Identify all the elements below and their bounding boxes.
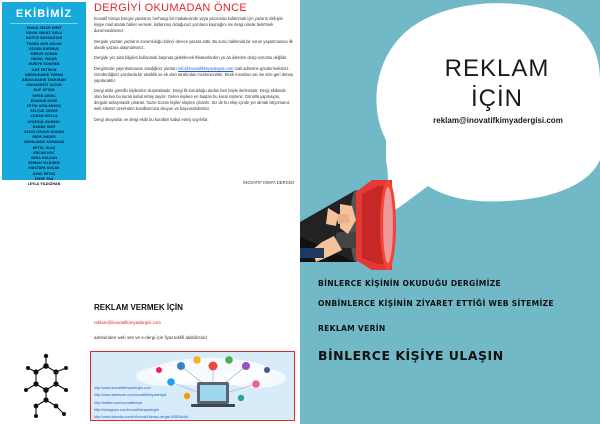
team-member: ABDÜLKADİR TAŞKIRAN: [22, 78, 66, 83]
team-member: ERCAN KOÇ: [33, 150, 55, 155]
notice-paragraph: Dergi ekibi gönüllü kişilerden oluşmaktadır. Dergi ilk kurulduğu andan beri böyle ilerlemiştir. Dergi ekibinde olan herkes bu kuralı kabul etmiş sayılır. Gelen kişilere en baştan bu kural söylenir. Gönüllü yapmayan, dergide anlaşmadık çıkaran, huzur bozan kişiler ekipten çıkarılır. Siz de bu ekip içinde yer almak istiyorsanız web sitemiz üzerinden kurallarımıza okuyun ve başvurabilirsiniz.: [94, 88, 290, 111]
molecule-icon: [18, 352, 74, 420]
team-member: ÖZGEN DURMUŞ: [28, 46, 60, 51]
team-member: HATİCE BAYRAKTAR: [25, 36, 63, 41]
notice-text: Dergimizde yayınlanmasını istediğiniz yazıları: [94, 65, 178, 71]
notice-paragraph: Dergi okuyanlar ve dergi ekibi bu kuralları kabul etmiş sayılırlar.: [94, 116, 209, 122]
team-member: ÖMER ARDIÇ: [32, 93, 56, 98]
promo-line-cta: REKLAM VERİN: [318, 324, 386, 333]
notice-body: [94, 16, 294, 127]
team-column: [0, 0, 88, 424]
reklam-email[interactable]: reklam@inovatifkimyadergisi.com: [433, 116, 563, 125]
team-member: AYŞEGÜL KANBUL: [27, 119, 61, 124]
team-member: EDANUR KÖSE: [30, 98, 58, 103]
team-member: SELÇUK ÇEKER: [30, 109, 58, 114]
team-divider: [10, 23, 78, 24]
team-member: İREM ÖNDER: [32, 135, 56, 140]
team-member: SALİH ÖZGÜR DOĞAN: [24, 130, 64, 135]
notice-title: DERGİYİ OKUMADAN ÖNCE: [94, 2, 247, 14]
team-title: EKİBİMİZ: [15, 8, 73, 20]
team-member: ELİF AYTAN: [33, 88, 55, 93]
ad-email-link[interactable]: reklam@inovatifkimyadergisi.com: [94, 320, 162, 325]
magazine-signature: İNOVATİF KİMYA DERGİSİ: [243, 180, 294, 185]
team-member: EMRAH YILDIRIM: [28, 161, 60, 166]
team-member: İLYAS ERTAŞ: [32, 171, 56, 176]
promo-line-readers: BİNLERCE KİŞİNİN OKUDUĞU DERGİMİZE: [318, 279, 501, 288]
team-member: EMRE TAŞ: [34, 176, 54, 181]
team-member: YAVUZ SELİM EMET: [26, 26, 62, 30]
team-member: BETÜL ULAŞ: [32, 145, 56, 150]
team-member: HURİYE GÖKMEN: [28, 62, 60, 67]
team-member: FETHİ ARSLANKOÇ: [26, 104, 62, 109]
notice-paragraph: Dergide yazılan yazıların sorumluluğu birinci derece yazara aittir. Bu konu hakkında bir sorun yaşanmasına ilk olarak yazara ulaşmalısınız.: [94, 38, 293, 50]
team-member-list: [2, 26, 86, 187]
team-member: MUHAMMET ALTUN: [26, 83, 62, 88]
team-member: HANDE İNCE: [32, 124, 56, 129]
reklam-heading-line2: İÇİN: [471, 85, 523, 112]
team-member: ABDÜLBAKİ KARAKAŞ: [23, 140, 65, 145]
promo-line-reach: BİNLERCE KİŞİYE ULAŞIN: [318, 348, 504, 363]
notice-paragraph: İnovatif Kimya Dergisi yazılarını herhangi bir makalesinde veya yazısında kullanmak için yazarın ekibiyle kişiye mail atarak haber vermek, kullanmış olduğunuz yazıların kaynağını ise dergi olarak belirtmek durumundasınız.: [94, 16, 283, 33]
notice-paragraph-submission: [94, 66, 294, 84]
social-link[interactable]: http://instagram.com/inovatifkimyadergisi: [94, 407, 159, 412]
team-member: ABDÜLKADİR TURAN: [24, 72, 64, 77]
team-panel: [2, 2, 86, 187]
team-member: LEYLA YILDIZHAN: [27, 182, 61, 187]
team-member: HÜLYA YAVUZ OĞLU: [25, 31, 63, 36]
social-links-box: [90, 351, 295, 421]
team-member: TUĞBA NUR ASLAN: [26, 41, 62, 46]
ad-info-description: adresinden web site ve e-dergi için fiyat teklifi alabilirsiniz.: [94, 335, 209, 340]
team-member: CANAN MOLLA: [30, 114, 58, 119]
team-member: HAZAL YAKAR: [31, 57, 57, 62]
promo-line-visitors: ONBİNLERCE KİŞİNİN ZİYARET ETTİĞİ WEB SİTEMİZE: [318, 299, 554, 308]
team-member: SEDA KALKAN: [30, 156, 58, 161]
notice-paragraph: Dergide yer alan bilgileri kullanmak başında geleblecek hikakerlerden ya da işlerden dergi sorumlu değildir.: [94, 55, 288, 60]
social-link[interactable]: http://www.inovatifkimyadergisi.com: [94, 386, 151, 390]
team-member: İLKE ERTEKİN: [31, 67, 57, 72]
social-link[interactable]: http://twitter.com/inovatifkimya: [94, 400, 142, 405]
team-member: MUSTAFA KOÇAK: [28, 166, 60, 171]
ad-info-title: REKLAM VERMEK İÇİN: [94, 303, 183, 312]
social-link[interactable]: http://www.linkedin.com/in/inovatif-kimya-dergisi-00826a9a/: [94, 415, 189, 420]
info-email-link[interactable]: info@inovatifkimyadergisi.com: [177, 65, 234, 71]
team-member: MERVE ÇOBAN: [30, 52, 58, 57]
social-links-list: [94, 385, 188, 421]
notice-column: [88, 0, 300, 424]
reklam-heading-line1: REKLAM: [444, 55, 550, 82]
social-link[interactable]: http://www.facebook.com/inovatifkimyadergisi: [94, 393, 167, 398]
notice-text: mail adresine göndermelisiniz. Gönderdiğiniz yazılarda bir eksiklik ve ek olan tarafından incelenecektir. Eksik kısımları var ise size geri dönüş yapılacaktır.: [94, 65, 293, 83]
